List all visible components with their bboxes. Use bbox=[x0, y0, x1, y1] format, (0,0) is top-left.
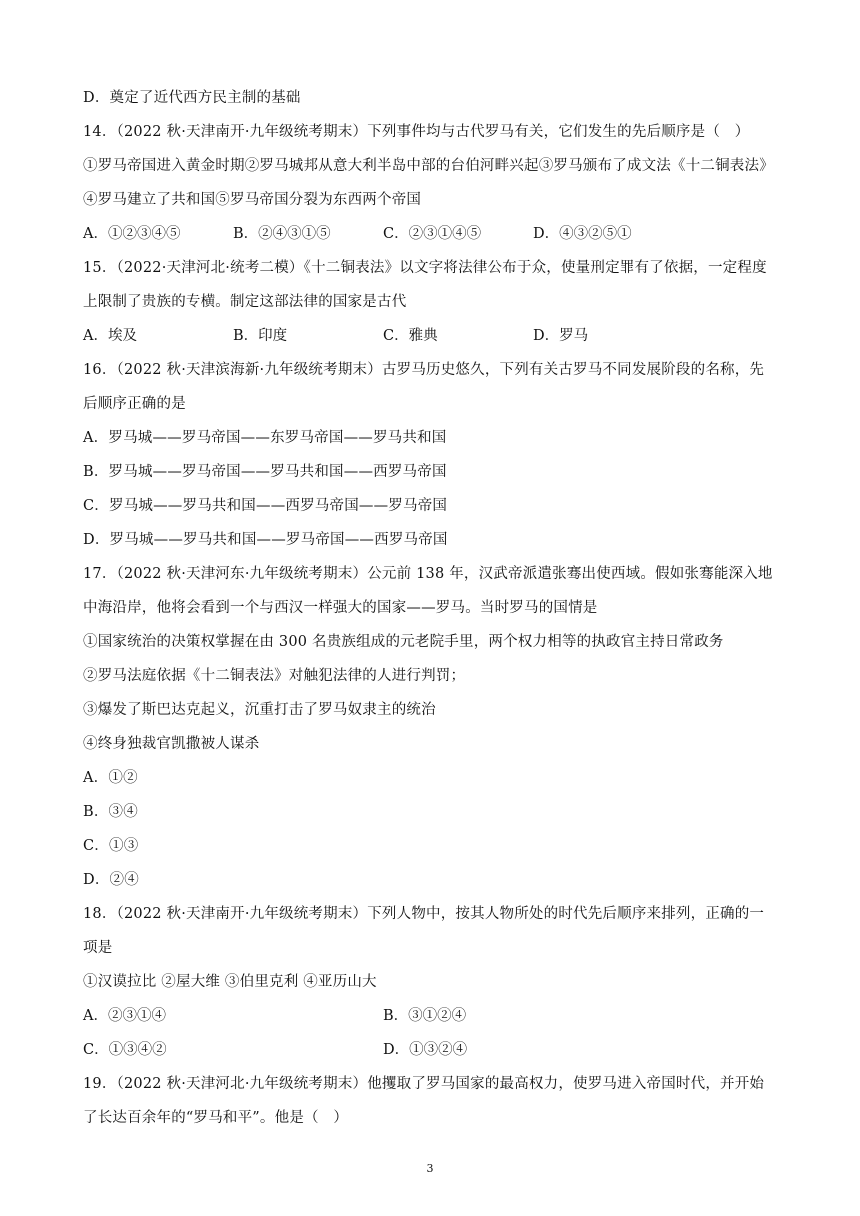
q18-option-d: D．①③②④ bbox=[383, 1042, 468, 1058]
q18-option-c: C．①③④② bbox=[83, 1042, 167, 1058]
q14-statement-line2: ④罗马建立了共和国⑤罗马帝国分裂为东西两个帝国 bbox=[83, 192, 422, 208]
q18-statement: ①汉谟拉比 ②屋大维 ③伯里克利 ④亚历山大 bbox=[83, 974, 377, 990]
q15-stem-line1: 15．（2022·天津河北·统考二模）《十二铜表法》以文字将法律公布于众，使量刑定罪有了依据，一定程度 bbox=[83, 260, 767, 276]
q14-option-c: C．②③①④⑤ bbox=[383, 226, 482, 242]
q16-option-b: B．罗马城——罗马帝国——罗马共和国——西罗马帝国 bbox=[83, 464, 447, 480]
q14-statement-line1: ①罗马帝国进入黄金时期②罗马城邦从意大利半岛中部的台伯河畔兴起③罗马颁布了成文法《十二铜表法》 bbox=[83, 158, 774, 174]
q16-option-c: C．罗马城——罗马共和国——西罗马帝国——罗马帝国 bbox=[83, 498, 448, 514]
q14-option-b: B．②④③①⑤ bbox=[233, 226, 331, 242]
q16-stem-line1: 16．（2022 秋·天津滨海新·九年级统考期末）古罗马历史悠久，下列有关古罗马不同发展阶段的名称，先 bbox=[83, 362, 765, 378]
q17-statement-4: ④终身独裁官凯撒被人谋杀 bbox=[83, 736, 260, 752]
q17-stem-line2: 中海沿岸，他将会看到一个与西汉一样强大的国家——罗马。当时罗马的国情是 bbox=[83, 600, 598, 616]
q17-option-a: A．①② bbox=[83, 770, 138, 786]
q17-option-d: D．②④ bbox=[83, 872, 139, 888]
q17-stem-line1: 17．（2022 秋·天津河东·九年级统考期末）公元前 138 年，汉武帝派遣张骞出使西域。假如张骞能深入地 bbox=[83, 566, 773, 582]
q19-stem-line2: 了长达百余年的“罗马和平”。他是（ ） bbox=[83, 1110, 349, 1126]
q15-option-a: A．埃及 bbox=[83, 328, 137, 344]
q15-option-c: C．雅典 bbox=[383, 328, 438, 344]
q18-option-a: A．②③①④ bbox=[83, 1008, 166, 1024]
q14-option-a: A．①②③④⑤ bbox=[83, 226, 181, 242]
q13-option-d: D．奠定了近代西方民主制的基础 bbox=[83, 90, 301, 106]
q19-stem-line1: 19．（2022 秋·天津河北·九年级统考期末）他攫取了罗马国家的最高权力，使罗马进入帝国时代，并开始 bbox=[83, 1076, 765, 1092]
q17-option-b: B．③④ bbox=[83, 804, 138, 820]
q18-stem-line2: 项是 bbox=[83, 940, 113, 956]
q15-option-b: B．印度 bbox=[233, 328, 288, 344]
q17-statement-3: ③爆发了斯巴达克起义，沉重打击了罗马奴隶主的统治 bbox=[83, 702, 436, 718]
q17-option-c: C．①③ bbox=[83, 838, 139, 854]
q14-stem: 14．（2022 秋·天津南开·九年级统考期末）下列事件均与古代罗马有关，它们发生的先后顺序是（ ） bbox=[83, 124, 750, 140]
q15-stem-line2: 上限制了贵族的专横。制定这部法律的国家是古代 bbox=[83, 294, 407, 310]
page-number: 3 bbox=[426, 1162, 434, 1175]
q16-option-d: D．罗马城——罗马共和国——罗马帝国——西罗马帝国 bbox=[83, 532, 448, 548]
q16-option-a: A．罗马城——罗马帝国——东罗马帝国——罗马共和国 bbox=[83, 430, 447, 446]
q17-statement-2: ②罗马法庭依据《十二铜表法》对触犯法律的人进行判罚； bbox=[83, 668, 466, 684]
q14-option-d: D．④③②⑤① bbox=[533, 226, 632, 242]
q17-statement-1: ①国家统治的决策权掌握在由 300 名贵族组成的元老院手里，两个权力相等的执政官主持日常政务 bbox=[83, 634, 724, 650]
q15-option-d: D．罗马 bbox=[533, 328, 589, 344]
q16-stem-line2: 后顺序正确的是 bbox=[83, 396, 186, 412]
q18-option-b: B．③①②④ bbox=[383, 1008, 467, 1024]
q18-stem-line1: 18．（2022 秋·天津南开·九年级统考期末）下列人物中，按其人物所处的时代先后顺序来排列，正确的一 bbox=[83, 906, 765, 922]
